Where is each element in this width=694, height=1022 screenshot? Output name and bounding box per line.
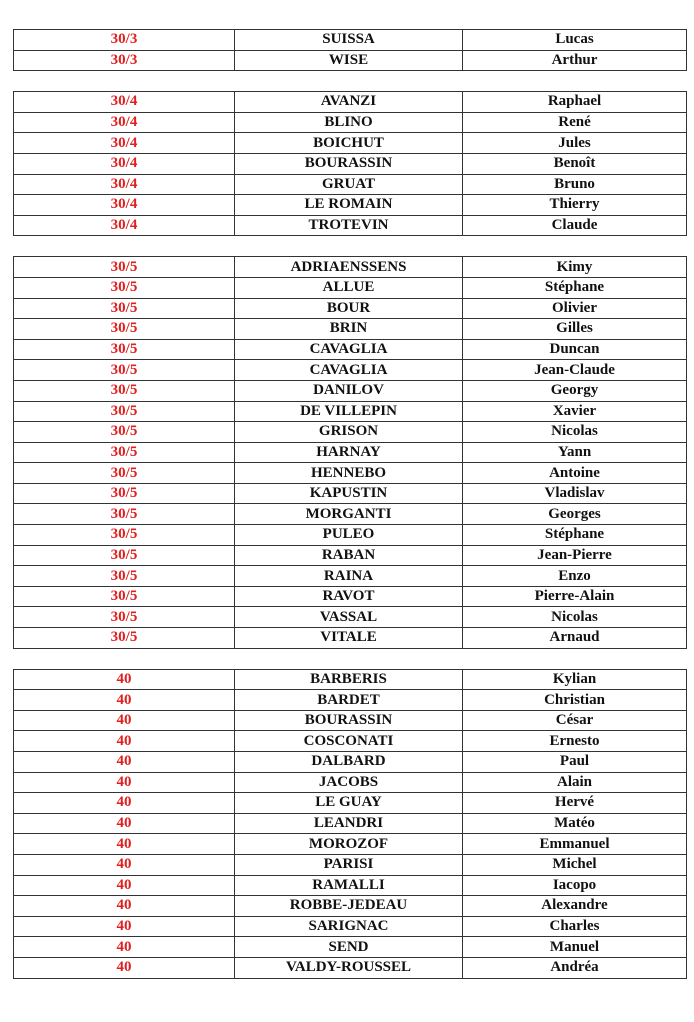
- first-name-cell: Matéo: [463, 813, 687, 834]
- rank-cell: 30/4: [14, 215, 235, 236]
- table-row: [14, 504, 687, 525]
- rank-cell: 30/3: [14, 50, 235, 71]
- rank-cell: 40: [14, 834, 235, 855]
- table-row: [14, 257, 687, 278]
- first-name-cell: Christian: [463, 690, 687, 711]
- rank-cell: 40: [14, 752, 235, 773]
- last-name-cell: LEANDRI: [235, 813, 463, 834]
- rank-cell: 30/5: [14, 566, 235, 587]
- rank-cell: 40: [14, 669, 235, 690]
- first-name-cell: Ernesto: [463, 731, 687, 752]
- rank-cell: 30/5: [14, 380, 235, 401]
- table-row: [14, 896, 687, 917]
- rank-cell: 30/4: [14, 153, 235, 174]
- last-name-cell: DANILOV: [235, 380, 463, 401]
- last-name-cell: CAVAGLIA: [235, 339, 463, 360]
- first-name-cell: Bruno: [463, 174, 687, 195]
- last-name-cell: AVANZI: [235, 92, 463, 113]
- last-name-cell: RABAN: [235, 545, 463, 566]
- last-name-cell: ALLUE: [235, 277, 463, 298]
- rank-cell: 40: [14, 916, 235, 937]
- rank-cell: 40: [14, 875, 235, 896]
- table-row: [14, 442, 687, 463]
- last-name-cell: HENNEBO: [235, 463, 463, 484]
- last-name-cell: DE VILLEPIN: [235, 401, 463, 422]
- table-row: [14, 422, 687, 443]
- rank-cell: 40: [14, 854, 235, 875]
- first-name-cell: Emmanuel: [463, 834, 687, 855]
- first-name-cell: Iacopo: [463, 875, 687, 896]
- rank-cell: 40: [14, 937, 235, 958]
- first-name-cell: Lucas: [463, 30, 687, 51]
- table-row: [14, 566, 687, 587]
- first-name-cell: Georges: [463, 504, 687, 525]
- last-name-cell: RAMALLI: [235, 875, 463, 896]
- rank-cell: 30/5: [14, 586, 235, 607]
- table-row: [14, 628, 687, 649]
- last-name-cell: GRUAT: [235, 174, 463, 195]
- rank-cell: 30/4: [14, 92, 235, 113]
- table-row: [14, 793, 687, 814]
- table-row: [14, 545, 687, 566]
- table-row: [14, 133, 687, 154]
- table-row: [14, 957, 687, 978]
- table-row: [14, 483, 687, 504]
- first-name-cell: Stéphane: [463, 525, 687, 546]
- last-name-cell: BOUR: [235, 298, 463, 319]
- table-row: [14, 319, 687, 340]
- table-row: [14, 401, 687, 422]
- ranking-group-table: [13, 91, 687, 236]
- first-name-cell: Nicolas: [463, 422, 687, 443]
- table-row: [14, 813, 687, 834]
- table-row: [14, 380, 687, 401]
- rank-cell: 30/4: [14, 133, 235, 154]
- last-name-cell: BOICHUT: [235, 133, 463, 154]
- last-name-cell: TROTEVIN: [235, 215, 463, 236]
- first-name-cell: Enzo: [463, 566, 687, 587]
- last-name-cell: RAINA: [235, 566, 463, 587]
- rank-cell: 30/5: [14, 483, 235, 504]
- rank-cell: 40: [14, 813, 235, 834]
- rank-cell: 40: [14, 690, 235, 711]
- last-name-cell: ADRIAENSSENS: [235, 257, 463, 278]
- ranking-group-table: [13, 29, 687, 71]
- last-name-cell: COSCONATI: [235, 731, 463, 752]
- rank-cell: 30/5: [14, 525, 235, 546]
- table-row: [14, 298, 687, 319]
- rank-cell: 30/5: [14, 463, 235, 484]
- first-name-cell: Pierre-Alain: [463, 586, 687, 607]
- rank-cell: 30/3: [14, 30, 235, 51]
- last-name-cell: PARISI: [235, 854, 463, 875]
- rank-cell: 30/5: [14, 257, 235, 278]
- last-name-cell: SEND: [235, 937, 463, 958]
- table-row: [14, 875, 687, 896]
- first-name-cell: Andréa: [463, 957, 687, 978]
- first-name-cell: Charles: [463, 916, 687, 937]
- last-name-cell: BOURASSIN: [235, 710, 463, 731]
- last-name-cell: BARBERIS: [235, 669, 463, 690]
- table-row: [14, 92, 687, 113]
- first-name-cell: Michel: [463, 854, 687, 875]
- rank-cell: 30/5: [14, 401, 235, 422]
- rank-cell: 30/5: [14, 504, 235, 525]
- first-name-cell: Thierry: [463, 195, 687, 216]
- table-row: [14, 525, 687, 546]
- first-name-cell: Duncan: [463, 339, 687, 360]
- rank-cell: 30/5: [14, 442, 235, 463]
- first-name-cell: Jean-Claude: [463, 360, 687, 381]
- last-name-cell: RAVOT: [235, 586, 463, 607]
- first-name-cell: Olivier: [463, 298, 687, 319]
- table-row: [14, 339, 687, 360]
- last-name-cell: PULEO: [235, 525, 463, 546]
- last-name-cell: LE ROMAIN: [235, 195, 463, 216]
- first-name-cell: Gilles: [463, 319, 687, 340]
- table-row: [14, 854, 687, 875]
- table-row: [14, 772, 687, 793]
- first-name-cell: Alain: [463, 772, 687, 793]
- first-name-cell: Antoine: [463, 463, 687, 484]
- table-row: [14, 731, 687, 752]
- first-name-cell: Yann: [463, 442, 687, 463]
- first-name-cell: Jean-Pierre: [463, 545, 687, 566]
- table-row: [14, 834, 687, 855]
- table-row: [14, 607, 687, 628]
- last-name-cell: VALDY-ROUSSEL: [235, 957, 463, 978]
- rank-cell: 30/5: [14, 545, 235, 566]
- first-name-cell: Arthur: [463, 50, 687, 71]
- table-row: [14, 669, 687, 690]
- first-name-cell: Georgy: [463, 380, 687, 401]
- table-row: [14, 277, 687, 298]
- rank-cell: 30/5: [14, 339, 235, 360]
- table-row: [14, 195, 687, 216]
- last-name-cell: WISE: [235, 50, 463, 71]
- table-row: [14, 50, 687, 71]
- table-row: [14, 752, 687, 773]
- rank-cell: 30/4: [14, 195, 235, 216]
- rank-cell: 40: [14, 731, 235, 752]
- first-name-cell: Benoît: [463, 153, 687, 174]
- table-row: [14, 112, 687, 133]
- last-name-cell: DALBARD: [235, 752, 463, 773]
- rank-cell: 40: [14, 710, 235, 731]
- table-row: [14, 710, 687, 731]
- first-name-cell: Kimy: [463, 257, 687, 278]
- last-name-cell: BRIN: [235, 319, 463, 340]
- rank-cell: 40: [14, 793, 235, 814]
- last-name-cell: VITALE: [235, 628, 463, 649]
- ranking-group-table: [13, 256, 687, 648]
- first-name-cell: Nicolas: [463, 607, 687, 628]
- first-name-cell: Manuel: [463, 937, 687, 958]
- last-name-cell: ROBBE-JEDEAU: [235, 896, 463, 917]
- table-row: [14, 586, 687, 607]
- last-name-cell: MOROZOF: [235, 834, 463, 855]
- table-row: [14, 916, 687, 937]
- first-name-cell: Kylian: [463, 669, 687, 690]
- first-name-cell: Stéphane: [463, 277, 687, 298]
- table-row: [14, 174, 687, 195]
- last-name-cell: JACOBS: [235, 772, 463, 793]
- first-name-cell: Jules: [463, 133, 687, 154]
- last-name-cell: VASSAL: [235, 607, 463, 628]
- last-name-cell: HARNAY: [235, 442, 463, 463]
- first-name-cell: Alexandre: [463, 896, 687, 917]
- last-name-cell: LE GUAY: [235, 793, 463, 814]
- rank-cell: 30/4: [14, 174, 235, 195]
- rank-cell: 40: [14, 772, 235, 793]
- first-name-cell: Claude: [463, 215, 687, 236]
- ranking-list: [13, 29, 683, 999]
- table-row: [14, 463, 687, 484]
- first-name-cell: Vladislav: [463, 483, 687, 504]
- table-row: [14, 937, 687, 958]
- last-name-cell: SARIGNAC: [235, 916, 463, 937]
- rank-cell: 30/4: [14, 112, 235, 133]
- rank-cell: 30/5: [14, 628, 235, 649]
- last-name-cell: SUISSA: [235, 30, 463, 51]
- table-row: [14, 153, 687, 174]
- last-name-cell: BARDET: [235, 690, 463, 711]
- first-name-cell: Paul: [463, 752, 687, 773]
- first-name-cell: Hervé: [463, 793, 687, 814]
- table-row: [14, 690, 687, 711]
- first-name-cell: Raphael: [463, 92, 687, 113]
- last-name-cell: MORGANTI: [235, 504, 463, 525]
- first-name-cell: César: [463, 710, 687, 731]
- last-name-cell: KAPUSTIN: [235, 483, 463, 504]
- first-name-cell: René: [463, 112, 687, 133]
- last-name-cell: CAVAGLIA: [235, 360, 463, 381]
- last-name-cell: BOURASSIN: [235, 153, 463, 174]
- rank-cell: 30/5: [14, 607, 235, 628]
- rank-cell: 30/5: [14, 319, 235, 340]
- table-row: [14, 215, 687, 236]
- rank-cell: 30/5: [14, 360, 235, 381]
- rank-cell: 30/5: [14, 422, 235, 443]
- table-row: [14, 360, 687, 381]
- last-name-cell: BLINO: [235, 112, 463, 133]
- first-name-cell: Arnaud: [463, 628, 687, 649]
- ranking-group-table: [13, 669, 687, 979]
- rank-cell: 30/5: [14, 298, 235, 319]
- table-row: [14, 30, 687, 51]
- last-name-cell: GRISON: [235, 422, 463, 443]
- rank-cell: 30/5: [14, 277, 235, 298]
- rank-cell: 40: [14, 896, 235, 917]
- first-name-cell: Xavier: [463, 401, 687, 422]
- rank-cell: 40: [14, 957, 235, 978]
